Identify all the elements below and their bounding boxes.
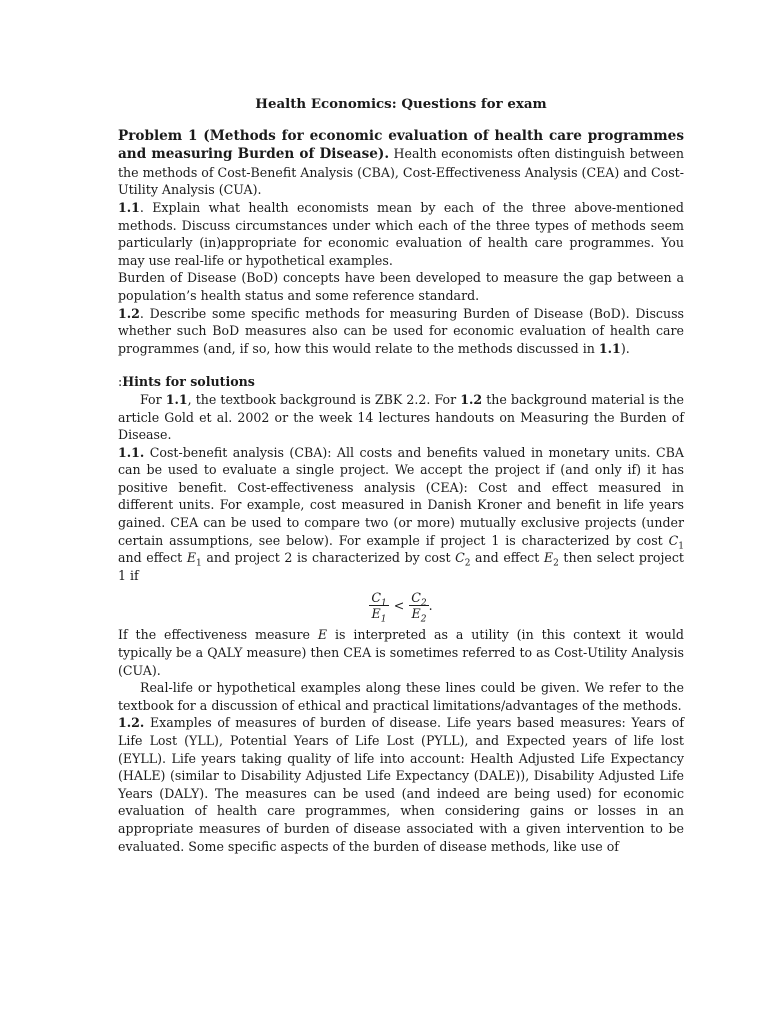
subscript: 2 bbox=[420, 598, 427, 609]
hints-text: the background material is the article Gold et al. 2002 or the week 14 lectures handouts on Measuring the Burden of Disease. bbox=[118, 391, 685, 443]
problem-1-intro: Health economists often distinguish between the methods of Cost-Benefit Analysis (CBA), Cost-Effectiveness Analysis (CEA) and Cost-Utility Analysis (CUA). bbox=[118, 146, 685, 198]
subscript: 2 bbox=[553, 558, 559, 569]
hint-1-1-text: and project 2 is characterized by cost bbox=[201, 550, 456, 566]
hint-1-1-text: and effect bbox=[118, 550, 187, 566]
hint-1-1-text: and effect bbox=[470, 550, 544, 566]
hint-1-2-text: Examples of measures of burden of disease. Life years based measures: Years of Life Lost (YLL), Potential Years of Life Lost (PYLL), and Expected years of life lost (EYLL). Life years taking quality of life into account: Health Adjusted Life Expectancy (HALE) (similar to Disability Adjusted Life Expectancy (DALE)), Disability Adjusted Life Years (DALY). The measures can be used (and indeed are being used) for economic evaluation of health care programmes, when considering gains or losses in an appropriate measures of burden of disease associated with a given intervention to be evaluated. Some specific aspects of the burden of disease methods, like use of bbox=[118, 715, 684, 854]
question-1-2-ref: 1.1 bbox=[598, 340, 621, 356]
hints-paragraph-examples: Real-life or hypothetical examples along these lines could be given. We refer to the textbook for a discussion of ethical and practical limitations/advantages of the methods. bbox=[118, 680, 684, 713]
fraction-denominator bbox=[409, 605, 428, 625]
fraction-denominator bbox=[370, 605, 389, 625]
hints-paragraph-1 bbox=[118, 391, 684, 444]
var-e: E bbox=[317, 627, 328, 643]
var-c: C bbox=[411, 589, 421, 605]
hints-paragraph-1-2 bbox=[118, 714, 684, 855]
hint-text: is interpreted as a utility (in this context it would typically be a QALY measure) then CEA is sometimes referred to as Cost-Utility Analysis (CUA). bbox=[118, 627, 684, 678]
fraction-project-2 bbox=[409, 589, 428, 625]
hints-paragraph-cua bbox=[118, 626, 684, 679]
hint-1-1-text: Cost-benefit analysis (CBA): All costs and benefits valued in monetary units. CBA can be used to evaluate a single project. We accept the project if (and only if) it has positive benefit. Cost-effectiveness analysis (CEA): Cost and effect measured in different units. For example, cost measured in Danish Kroner and benefit in life years gained. CEA can be used to compare two (or more) mutually exclusive projects (under certain assumptions, see below). For example if project 1 is characterized by cost bbox=[118, 444, 684, 548]
subscript: 1 bbox=[380, 614, 387, 625]
var-c: C bbox=[371, 589, 381, 605]
subscript: 1 bbox=[196, 558, 202, 569]
var-e: E bbox=[371, 605, 381, 621]
problem-1-heading: Problem 1 (Methods for economic evaluation of health care programmes and measuring Burden of Disease). bbox=[118, 127, 684, 163]
bod-intro: Burden of Disease (BoD) concepts have been developed to measure the gap between a population’s health status and some reference standard. bbox=[118, 270, 684, 303]
fraction-numerator bbox=[369, 589, 388, 609]
fraction-numerator bbox=[409, 589, 428, 609]
subscript: 2 bbox=[420, 614, 427, 625]
hints-heading bbox=[118, 373, 684, 391]
question-1-1-text: . Explain what health economists mean by each of the three above-mentioned methods. Discuss circumstances under which each of the three types of methods seem particularly (in)appropriate for economic evaluation of health care programmes. You may use real-life or hypothetical examples. bbox=[118, 199, 684, 268]
less-than-sign: < bbox=[393, 597, 405, 613]
document-page bbox=[118, 96, 684, 855]
hint-1-1-label: 1.1. bbox=[118, 444, 145, 460]
subscript: 1 bbox=[380, 598, 387, 609]
var-e: E bbox=[186, 550, 197, 566]
question-1-2-text: . Describe some specific methods for measuring Burden of Disease (BoD). Discuss whether such BoD measures also can be used for economic evaluation of health care programmes (and, if so, how this would relate to the methods discussed in bbox=[118, 305, 684, 356]
question-1-2 bbox=[118, 305, 684, 358]
hint-1-2-label: 1.2. bbox=[118, 715, 145, 731]
var-c: C bbox=[455, 550, 465, 566]
hints-text: For bbox=[140, 391, 166, 407]
var-e: E bbox=[411, 605, 421, 621]
question-1-2-label: 1.2 bbox=[118, 305, 140, 321]
var-c: C bbox=[668, 532, 679, 548]
hints-prefix: : bbox=[118, 374, 123, 390]
hints-paragraph-1-1 bbox=[118, 444, 684, 585]
question-1-2-end: ). bbox=[620, 340, 630, 356]
hints-ref-1-1: 1.1 bbox=[165, 391, 188, 407]
problem-1-statement bbox=[118, 127, 684, 199]
hints-ref-1-2: 1.2 bbox=[460, 391, 483, 407]
hint-text: If the effectiveness measure bbox=[118, 627, 318, 643]
question-1-1 bbox=[118, 199, 684, 269]
fraction-project-1 bbox=[369, 589, 388, 625]
hints-text: , the textbook background is ZBK 2.2. For bbox=[187, 391, 461, 407]
formula-period: . bbox=[428, 597, 433, 613]
page-title: Health Economics: Questions for exam bbox=[255, 96, 547, 112]
question-1-1-label: 1.1 bbox=[118, 199, 140, 215]
hint-1-1-text: then select project 1 if bbox=[118, 550, 684, 583]
hints-title: Hints for solutions bbox=[122, 374, 255, 390]
cost-effectiveness-formula bbox=[118, 585, 684, 625]
var-e: E bbox=[543, 550, 554, 566]
subscript: 2 bbox=[464, 558, 471, 569]
subscript: 1 bbox=[678, 541, 684, 552]
